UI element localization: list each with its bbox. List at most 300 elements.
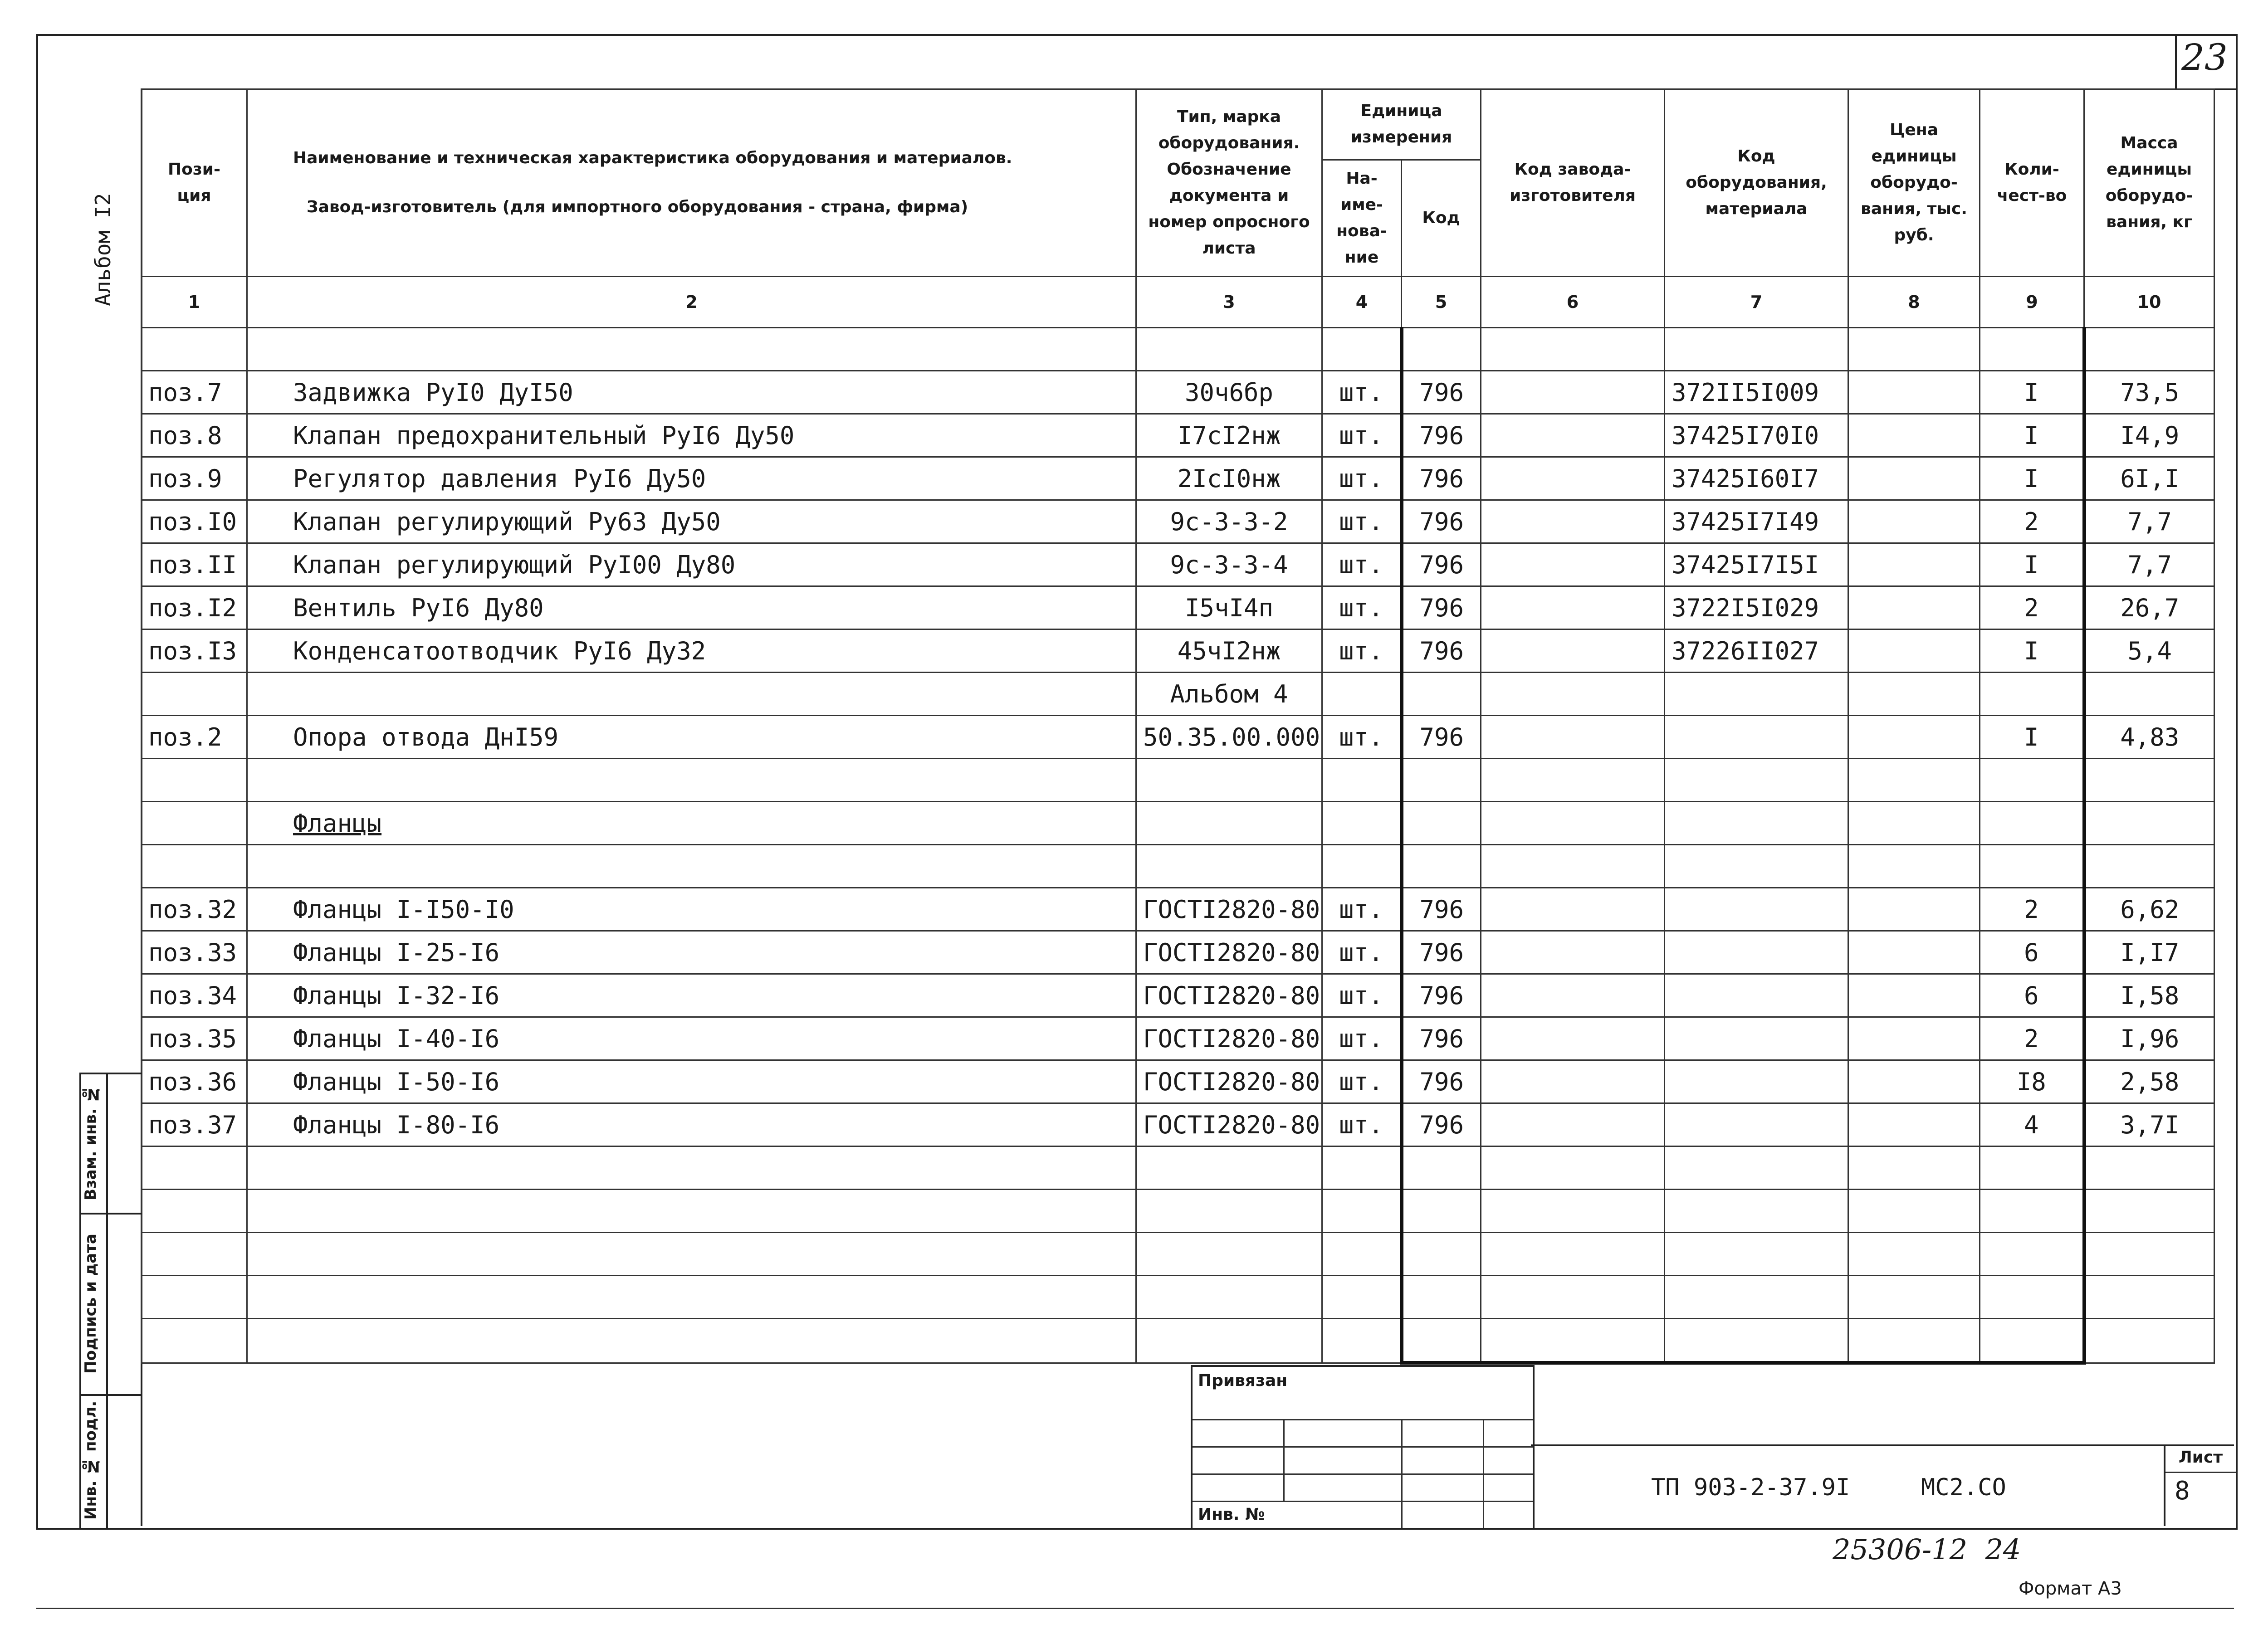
row-mass: I4,9 [2084, 414, 2214, 457]
column-number: 1 [142, 277, 247, 328]
row-unit [1322, 1319, 1402, 1363]
row-unit-code: 796 [1402, 629, 1481, 673]
row-plant-code [1481, 1103, 1665, 1146]
row-quantity: 2 [1980, 888, 2084, 931]
format-label: Формат А3 [2019, 1578, 2122, 1599]
row-quantity [1980, 328, 2084, 371]
row-quantity [1980, 1233, 2084, 1276]
row-name: Фланцы I-I50-I0 [247, 888, 1136, 931]
row-type [1136, 1233, 1322, 1276]
header-unit-name: На-име-нова-ние [1322, 160, 1402, 276]
row-quantity: 2 [1980, 586, 2084, 629]
row-name [247, 1319, 1136, 1363]
row-unit: шт. [1322, 931, 1402, 974]
row-equipment-code [1665, 802, 1848, 845]
row-equipment-code: 37226II027 [1665, 629, 1848, 673]
row-price [1848, 1319, 1980, 1363]
row-type [1136, 1146, 1322, 1190]
row-unit-code [1402, 673, 1481, 716]
row-price [1848, 673, 1980, 716]
list-label: Лист [2178, 1448, 2223, 1467]
row-quantity: I [1980, 414, 2084, 457]
row-unit-code: 796 [1402, 586, 1481, 629]
row-unit-code [1402, 1190, 1481, 1233]
list-divider [2165, 1472, 2236, 1473]
row-equipment-code: 372II5I009 [1665, 371, 1848, 414]
row-unit-code [1402, 328, 1481, 371]
column-number: 2 [247, 277, 1136, 328]
row-equipment-code [1665, 1103, 1848, 1146]
row-unit-code [1402, 845, 1481, 888]
sheet-corner-number: 23 [2181, 36, 2228, 78]
row-unit-code [1402, 1146, 1481, 1190]
row-mass [2084, 845, 2214, 888]
row-equipment-code: 3722I5I029 [1665, 586, 1848, 629]
row-plant-code [1481, 759, 1665, 802]
privyazan-line [1193, 1473, 1533, 1475]
row-type: I7сI2нж [1136, 414, 1322, 457]
row-price [1848, 888, 1980, 931]
row-plant-code [1481, 1017, 1665, 1060]
row-mass: 7,7 [2084, 543, 2214, 586]
table-row [142, 1233, 2214, 1276]
table-row [142, 543, 2214, 586]
row-price [1848, 1060, 1980, 1103]
row-equipment-code: 37425I7I49 [1665, 500, 1848, 543]
row-equipment-code [1665, 845, 1848, 888]
row-unit: шт. [1322, 586, 1402, 629]
privyazan-label: Привязан [1198, 1371, 1288, 1390]
privyazan-block [1191, 1365, 1535, 1528]
row-type: I5чI4п [1136, 586, 1322, 629]
row-mass: I,96 [2084, 1017, 2214, 1060]
row-equipment-code [1665, 673, 1848, 716]
row-quantity: 2 [1980, 500, 2084, 543]
table-row [142, 629, 2214, 673]
row-mass [2084, 1319, 2214, 1363]
row-quantity: I [1980, 371, 2084, 414]
row-unit [1322, 802, 1402, 845]
table-header-row-1 [142, 89, 2214, 160]
row-name: Клапан предохранительный РуI6 Ду50 [247, 414, 1136, 457]
table-row [142, 716, 2214, 759]
row-position [142, 1319, 247, 1363]
table-row [142, 1017, 2214, 1060]
row-position: поз.33 [142, 931, 247, 974]
row-position: поз.8 [142, 414, 247, 457]
row-plant-code [1481, 1146, 1665, 1190]
row-type [1136, 759, 1322, 802]
row-mass: 73,5 [2084, 371, 2214, 414]
row-mass: I,58 [2084, 974, 2214, 1017]
row-quantity: I [1980, 457, 2084, 500]
row-type: 9с-3-3-4 [1136, 543, 1322, 586]
header-price: Цена единицы оборудо-вания, тыс. руб. [1848, 89, 1980, 277]
row-quantity: 4 [1980, 1103, 2084, 1146]
row-equipment-code [1665, 1233, 1848, 1276]
column-number: 10 [2084, 277, 2214, 328]
column-number: 7 [1665, 277, 1848, 328]
row-equipment-code [1665, 328, 1848, 371]
row-mass: 4,83 [2084, 716, 2214, 759]
row-unit [1322, 759, 1402, 802]
row-type: 30ч6бр [1136, 371, 1322, 414]
row-name: Опора отвода ДнI59 [247, 716, 1136, 759]
table-row [142, 759, 2214, 802]
row-plant-code [1481, 931, 1665, 974]
side-stamp-original-inv: Инв. № подл. [82, 1400, 100, 1520]
row-unit: шт. [1322, 1060, 1402, 1103]
table-row [142, 673, 2214, 716]
header-name [247, 89, 1136, 277]
album-side-label: Альбом I2 [91, 193, 115, 306]
row-quantity: I8 [1980, 1060, 2084, 1103]
column-number: 6 [1481, 277, 1665, 328]
header-plant-code: Код завода-изготовителя [1481, 89, 1665, 277]
row-price [1848, 500, 1980, 543]
row-plant-code [1481, 629, 1665, 673]
row-name [247, 673, 1136, 716]
row-price [1848, 414, 1980, 457]
row-name: Фланцы I-25-I6 [247, 931, 1136, 974]
row-price [1848, 931, 1980, 974]
side-stamp-divider [81, 1394, 142, 1396]
header-quantity: Коли-чест-во [1980, 89, 2084, 277]
row-name [247, 1190, 1136, 1233]
row-price [1848, 457, 1980, 500]
header-name-line2: Завод-изготовитель (для импортного оборудования - страна, фирма) [307, 198, 968, 216]
row-unit: шт. [1322, 629, 1402, 673]
row-name [247, 1233, 1136, 1276]
row-unit-code: 796 [1402, 414, 1481, 457]
row-equipment-code [1665, 716, 1848, 759]
row-position: поз.32 [142, 888, 247, 931]
row-price [1848, 371, 1980, 414]
table-row [142, 371, 2214, 414]
row-plant-code [1481, 543, 1665, 586]
row-type: Альбом 4 [1136, 673, 1322, 716]
row-mass [2084, 1190, 2214, 1233]
inv-no-label: Инв. № [1198, 1505, 1265, 1524]
row-type: 9с-3-3-2 [1136, 500, 1322, 543]
row-name [247, 1146, 1136, 1190]
row-unit-code [1402, 1276, 1481, 1319]
row-unit: шт. [1322, 414, 1402, 457]
row-unit-code: 796 [1402, 500, 1481, 543]
row-plant-code [1481, 1276, 1665, 1319]
row-equipment-code [1665, 974, 1848, 1017]
row-name: Фланцы I-80-I6 [247, 1103, 1136, 1146]
row-price [1848, 1233, 1980, 1276]
table-row [142, 845, 2214, 888]
row-mass: I,I7 [2084, 931, 2214, 974]
row-plant-code [1481, 974, 1665, 1017]
row-mass [2084, 802, 2214, 845]
row-unit-code: 796 [1402, 371, 1481, 414]
row-type: ГОСТI2820-80 [1136, 1060, 1322, 1103]
table-row [142, 457, 2214, 500]
header-type: Тип, марка оборудования. Обозначение документа и номер опросного листа [1136, 89, 1322, 277]
table-row [142, 414, 2214, 457]
row-unit-code: 796 [1402, 457, 1481, 500]
row-unit-code: 796 [1402, 1017, 1481, 1060]
table-row [142, 802, 2214, 845]
column-number: 8 [1848, 277, 1980, 328]
row-quantity [1980, 1319, 2084, 1363]
row-price [1848, 328, 1980, 371]
row-type [1136, 1190, 1322, 1233]
row-plant-code [1481, 673, 1665, 716]
row-equipment-code [1665, 759, 1848, 802]
table-row [142, 500, 2214, 543]
privyazan-vline [1483, 1419, 1484, 1528]
row-position [142, 759, 247, 802]
row-quantity: I [1980, 629, 2084, 673]
row-unit-code [1402, 759, 1481, 802]
row-unit [1322, 1276, 1402, 1319]
row-mass [2084, 1146, 2214, 1190]
table-row [142, 888, 2214, 931]
row-price [1848, 845, 1980, 888]
row-position [142, 1146, 247, 1190]
row-equipment-code [1665, 931, 1848, 974]
table-row [142, 1146, 2214, 1190]
row-plant-code [1481, 1319, 1665, 1363]
row-quantity: 6 [1980, 931, 2084, 974]
row-name [247, 845, 1136, 888]
side-stamp-signature-date: Подпись и дата [82, 1234, 100, 1374]
row-position: поз.I0 [142, 500, 247, 543]
column-number: 3 [1136, 277, 1322, 328]
row-name: Клапан регулирующий РуI00 Ду80 [247, 543, 1136, 586]
row-unit-code: 796 [1402, 1103, 1481, 1146]
row-plant-code [1481, 586, 1665, 629]
header-mass: Масса единицы оборудо-вания, кг [2084, 89, 2214, 277]
row-name [247, 328, 1136, 371]
row-unit: шт. [1322, 1103, 1402, 1146]
row-equipment-code [1665, 1190, 1848, 1233]
list-box [2164, 1444, 2236, 1526]
row-price [1848, 759, 1980, 802]
table-row [142, 586, 2214, 629]
row-position: поз.36 [142, 1060, 247, 1103]
row-equipment-code: 37425I60I7 [1665, 457, 1848, 500]
row-type [1136, 1319, 1322, 1363]
row-unit-code [1402, 802, 1481, 845]
row-type: ГОСТI2820-80 [1136, 1017, 1322, 1060]
privyazan-line [1193, 1501, 1533, 1502]
row-type: 50.35.00.000 [1136, 716, 1322, 759]
column-number: 9 [1980, 277, 2084, 328]
row-name: Клапан регулирующий Ру63 Ду50 [247, 500, 1136, 543]
row-equipment-code [1665, 1276, 1848, 1319]
row-position: поз.35 [142, 1017, 247, 1060]
row-mass [2084, 673, 2214, 716]
row-price [1848, 1103, 1980, 1146]
row-type: 45чI2нж [1136, 629, 1322, 673]
row-price [1848, 974, 1980, 1017]
row-unit [1322, 328, 1402, 371]
row-mass: 6I,I [2084, 457, 2214, 500]
header-name-line1: Наименование и техническая характеристика оборудования и материалов. [293, 149, 1012, 167]
row-plant-code [1481, 1233, 1665, 1276]
row-unit [1322, 1233, 1402, 1276]
row-plant-code [1481, 371, 1665, 414]
row-unit [1322, 1190, 1402, 1233]
row-position [142, 673, 247, 716]
row-type [1136, 802, 1322, 845]
row-equipment-code: 37425I7I5I [1665, 543, 1848, 586]
table-row [142, 1103, 2214, 1146]
list-number: 8 [2175, 1476, 2190, 1506]
row-position: поз.I2 [142, 586, 247, 629]
row-position [142, 1276, 247, 1319]
row-unit: шт. [1322, 716, 1402, 759]
row-name: Конденсатоотводчик РуI6 Ду32 [247, 629, 1136, 673]
bottom-edge-line [36, 1608, 2234, 1609]
row-type: ГОСТI2820-80 [1136, 888, 1322, 931]
row-quantity [1980, 802, 2084, 845]
row-mass [2084, 328, 2214, 371]
doc-mark: МС2.СО [1921, 1474, 2006, 1501]
table-row [142, 328, 2214, 371]
side-stamp-divider [81, 1213, 142, 1215]
table-row [142, 931, 2214, 974]
row-plant-code [1481, 845, 1665, 888]
specification-table [141, 88, 2215, 1365]
row-name [247, 759, 1136, 802]
row-mass: 26,7 [2084, 586, 2214, 629]
row-quantity [1980, 845, 2084, 888]
table-row [142, 1060, 2214, 1103]
row-plant-code [1481, 328, 1665, 371]
row-unit-code: 796 [1402, 931, 1481, 974]
row-mass: 3,7I [2084, 1103, 2214, 1146]
table-body [142, 328, 2214, 1363]
row-type: ГОСТI2820-80 [1136, 1103, 1322, 1146]
row-type: 2IсI0нж [1136, 457, 1322, 500]
row-price [1848, 1146, 1980, 1190]
row-unit-code: 796 [1402, 1060, 1481, 1103]
row-position: поз.37 [142, 1103, 247, 1146]
row-unit [1322, 673, 1402, 716]
column-number: 5 [1402, 277, 1481, 328]
row-price [1848, 1017, 1980, 1060]
row-position: поз.I3 [142, 629, 247, 673]
row-name: Регулятор давления РуI6 Ду50 [247, 457, 1136, 500]
row-position: поз.7 [142, 371, 247, 414]
privyazan-vline [1401, 1419, 1403, 1528]
row-mass: 7,7 [2084, 500, 2214, 543]
row-mass: 6,62 [2084, 888, 2214, 931]
row-quantity: I [1980, 543, 2084, 586]
privyazan-line [1193, 1446, 1533, 1448]
privyazan-line [1193, 1419, 1533, 1420]
row-plant-code [1481, 1190, 1665, 1233]
row-unit: шт. [1322, 500, 1402, 543]
row-unit: шт. [1322, 543, 1402, 586]
row-unit: шт. [1322, 1017, 1402, 1060]
row-unit [1322, 1146, 1402, 1190]
row-mass [2084, 1276, 2214, 1319]
column-number: 4 [1322, 277, 1402, 328]
row-equipment-code [1665, 888, 1848, 931]
row-plant-code [1481, 802, 1665, 845]
row-price [1848, 1190, 1980, 1233]
row-price [1848, 543, 1980, 586]
table-row [142, 1276, 2214, 1319]
row-equipment-code [1665, 1017, 1848, 1060]
row-position [142, 845, 247, 888]
row-position [142, 1190, 247, 1233]
row-quantity [1980, 759, 2084, 802]
table-row [142, 1190, 2214, 1233]
row-position: поз.2 [142, 716, 247, 759]
row-position [142, 1233, 247, 1276]
header-equipment-code: Код оборудования, материала [1665, 89, 1848, 277]
row-unit-code: 796 [1402, 543, 1481, 586]
row-position: поз.34 [142, 974, 247, 1017]
doc-code: ТП 903-2-37.9I [1651, 1474, 1850, 1501]
row-plant-code [1481, 1060, 1665, 1103]
header-unit-group: Единица измерения [1322, 89, 1481, 160]
row-name: Задвижка РуI0 ДуI50 [247, 371, 1136, 414]
row-quantity: 2 [1980, 1017, 2084, 1060]
header-unit-code: Код [1402, 160, 1481, 276]
row-mass: 2,58 [2084, 1060, 2214, 1103]
row-quantity [1980, 1190, 2084, 1233]
row-unit: шт. [1322, 888, 1402, 931]
row-position [142, 328, 247, 371]
table-row [142, 1319, 2214, 1363]
row-position [142, 802, 247, 845]
header-position: Пози- ция [142, 89, 247, 277]
row-unit-code: 796 [1402, 974, 1481, 1017]
row-unit-code [1402, 1319, 1481, 1363]
privyazan-vline [1283, 1419, 1285, 1501]
row-plant-code [1481, 414, 1665, 457]
row-position: поз.II [142, 543, 247, 586]
row-plant-code [1481, 888, 1665, 931]
row-type [1136, 328, 1322, 371]
row-name: Фланцы [247, 802, 1136, 845]
title-block-top-line [1531, 1444, 2234, 1446]
row-price [1848, 716, 1980, 759]
handwritten-number: 25306-12 24 [1833, 1533, 2021, 1566]
row-quantity: 6 [1980, 974, 2084, 1017]
side-stamp-replaced-inv: Взам. инв. № [82, 1085, 100, 1201]
row-equipment-code [1665, 1319, 1848, 1363]
row-price [1848, 586, 1980, 629]
row-quantity [1980, 1276, 2084, 1319]
row-mass: 5,4 [2084, 629, 2214, 673]
row-type: ГОСТI2820-80 [1136, 974, 1322, 1017]
row-mass [2084, 1233, 2214, 1276]
row-name: Вентиль РуI6 Ду80 [247, 586, 1136, 629]
row-type [1136, 845, 1322, 888]
row-price [1848, 802, 1980, 845]
row-plant-code [1481, 716, 1665, 759]
row-quantity [1980, 673, 2084, 716]
row-name: Фланцы I-32-I6 [247, 974, 1136, 1017]
row-unit: шт. [1322, 457, 1402, 500]
row-type: ГОСТI2820-80 [1136, 931, 1322, 974]
row-unit: шт. [1322, 974, 1402, 1017]
row-quantity [1980, 1146, 2084, 1190]
row-name [247, 1276, 1136, 1319]
row-type [1136, 1276, 1322, 1319]
row-unit: шт. [1322, 371, 1402, 414]
